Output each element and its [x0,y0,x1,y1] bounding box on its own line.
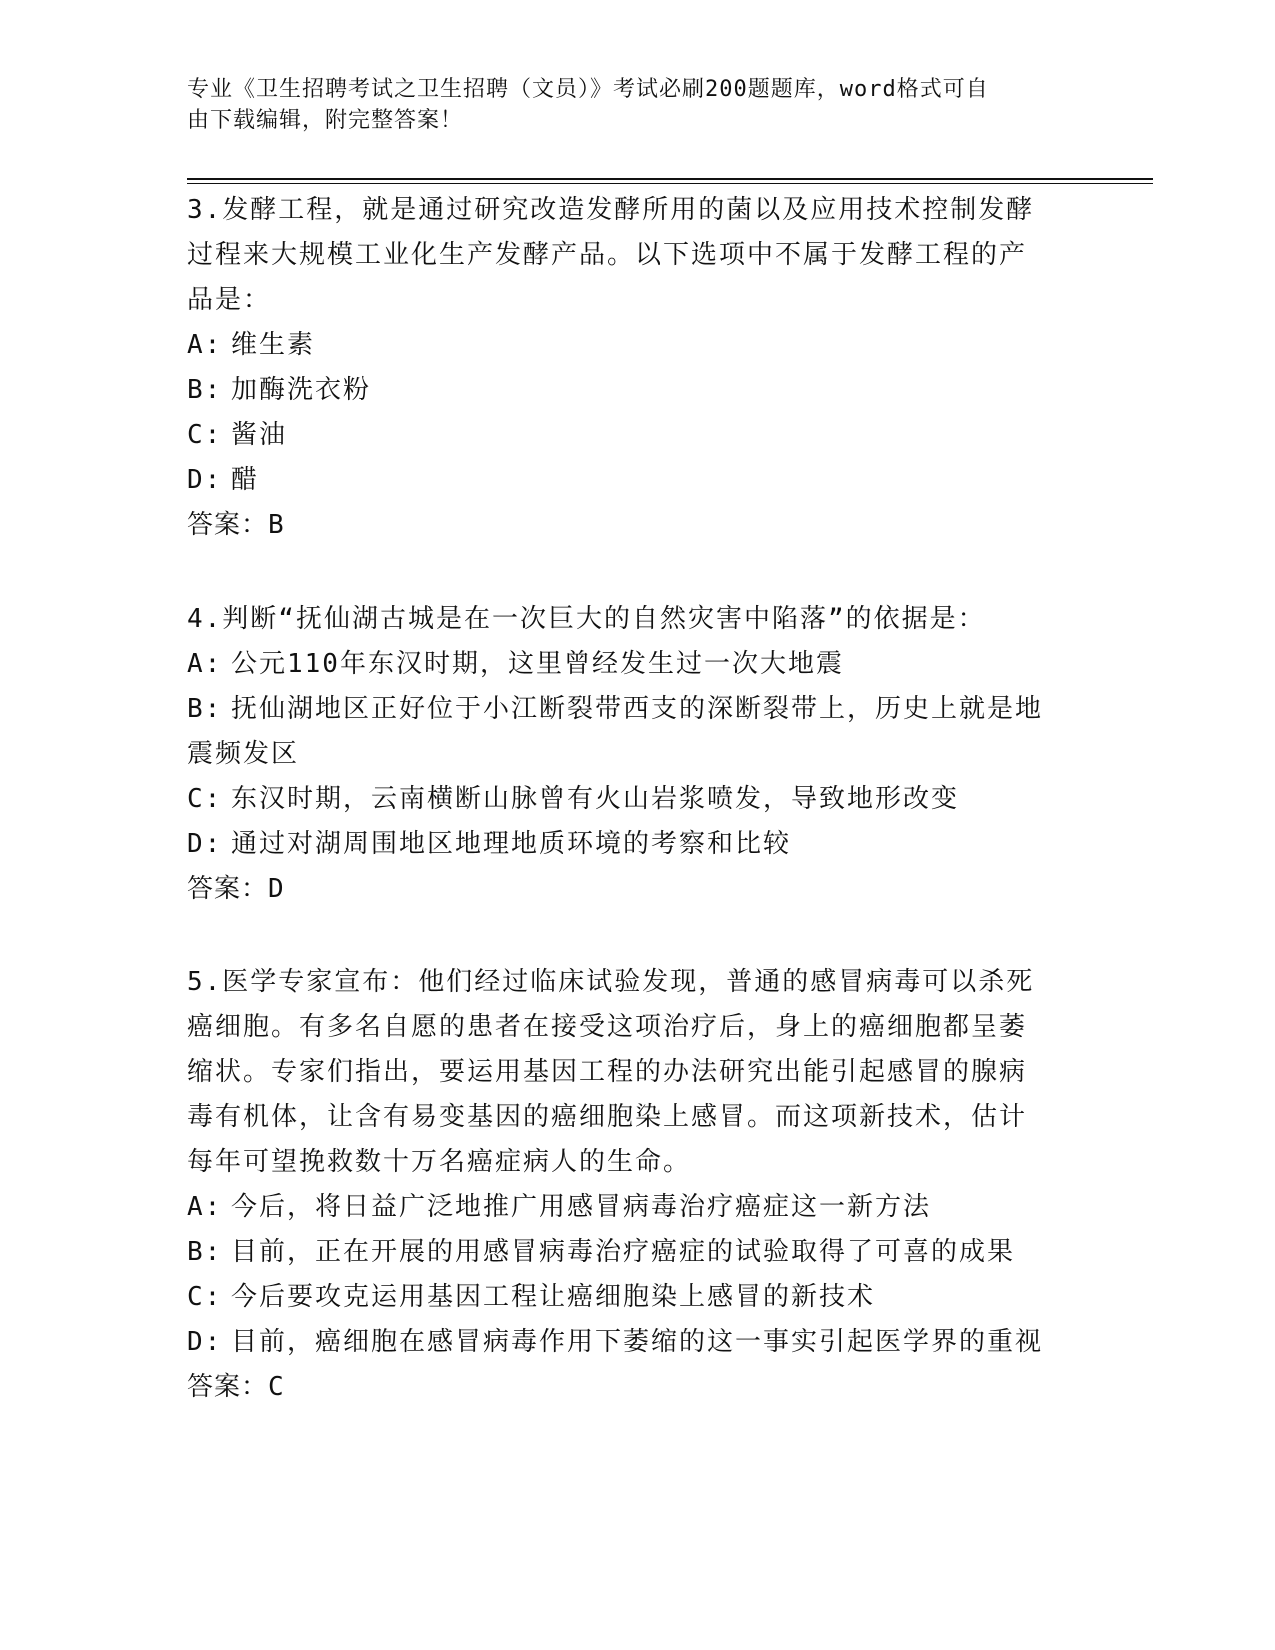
option-c [187,413,1077,458]
option-label: A: [187,330,223,360]
question-stem-line: 4.判断“抚仙湖古城是在一次巨大的自然灾害中陷落”的依据是： [187,604,986,634]
option-text: 震频发区 [187,739,300,769]
option-label: D: [187,1327,223,1357]
option-d [187,1320,1077,1365]
option-text: 东汉时期，云南横断山脉曾有火山岩浆喷发，导致地形改变 [231,784,960,814]
header-line-2: 由下载编辑，附完整答案！ [187,108,464,133]
option-d [187,822,1077,867]
option-b [187,1230,1077,1275]
option-c [187,1275,1077,1320]
option-label: D: [187,829,223,859]
question-stem-line: 癌细胞。有多名自愿的患者在接受这项治疗后，身上的癌细胞都呈萎 [187,1012,1028,1042]
header-divider-thick [187,178,1153,180]
option-text: 酱油 [231,420,288,450]
option-text: 通过对湖周围地区地理地质环境的考察和比较 [231,829,792,859]
option-label: A: [187,649,223,679]
option-label: C: [187,420,223,450]
option-b [187,687,1077,732]
question-stem-line: 5.医学专家宣布：他们经过临床试验发现，普通的感冒病毒可以杀死 [187,967,1035,997]
option-d [187,458,1077,503]
answer-value: C [268,1372,285,1402]
option-text: 维生素 [231,330,316,360]
option-a [187,323,1077,368]
option-b-continued [187,732,1077,777]
question-3 [187,188,1077,548]
option-text: 今后，将日益广泛地推广用感冒病毒治疗癌症这一新方法 [231,1192,932,1222]
option-text: 今后要攻克运用基因工程让癌细胞染上感冒的新技术 [231,1282,876,1312]
question-5 [187,960,1077,1410]
option-label: C: [187,784,223,814]
question-stem-line: 每年可望挽救数十万名癌症病人的生命。 [187,1147,692,1177]
header-line-1: 专业《卫生招聘考试之卫生招聘（文员）》考试必刷200题题库，word格式可自 [187,77,989,102]
option-label: B: [187,694,223,724]
question-stem-line: 3.发酵工程，就是通过研究改造发酵所用的菌以及应用技术控制发酵 [187,195,1035,225]
option-label: C: [187,1282,223,1312]
option-a [187,1185,1077,1230]
option-label: D: [187,465,223,495]
answer-label: 答案： [187,510,269,540]
answer-label: 答案： [187,874,269,904]
option-c [187,777,1077,822]
question-stem-line: 毒有机体，让含有易变基因的癌细胞染上感冒。而这项新技术，估计 [187,1102,1028,1132]
answer [187,867,1077,912]
document-header [187,74,1067,136]
option-label: B: [187,1237,223,1267]
header-divider-thin [187,183,1153,184]
option-label: A: [187,1192,223,1222]
question-stem-line: 过程来大规模工业化生产发酵产品。以下选项中不属于发酵工程的产 [187,240,1028,270]
option-a [187,642,1077,687]
option-text: 抚仙湖地区正好位于小江断裂带西支的深断裂带上，历史上就是地 [231,694,1044,724]
question-4 [187,597,1077,912]
option-text: 目前，癌细胞在感冒病毒作用下萎缩的这一事实引起医学界的重视 [231,1327,1044,1357]
option-b [187,368,1077,413]
option-text: 目前，正在开展的用感冒病毒治疗癌症的试验取得了可喜的成果 [231,1237,1016,1267]
option-text: 加酶洗衣粉 [231,375,372,405]
answer-label: 答案： [187,1372,269,1402]
option-text: 醋 [231,465,260,495]
question-stem-line: 缩状。专家们指出，要运用基因工程的办法研究出能引起感冒的腺病 [187,1057,1028,1087]
option-text: 公元110年东汉时期，这里曾经发生过一次大地震 [231,649,844,679]
answer-value: B [268,510,285,540]
answer-value: D [268,874,285,904]
question-stem-line: 品是： [187,285,272,315]
option-label: B: [187,375,223,405]
answer [187,503,1077,548]
answer [187,1365,1077,1410]
